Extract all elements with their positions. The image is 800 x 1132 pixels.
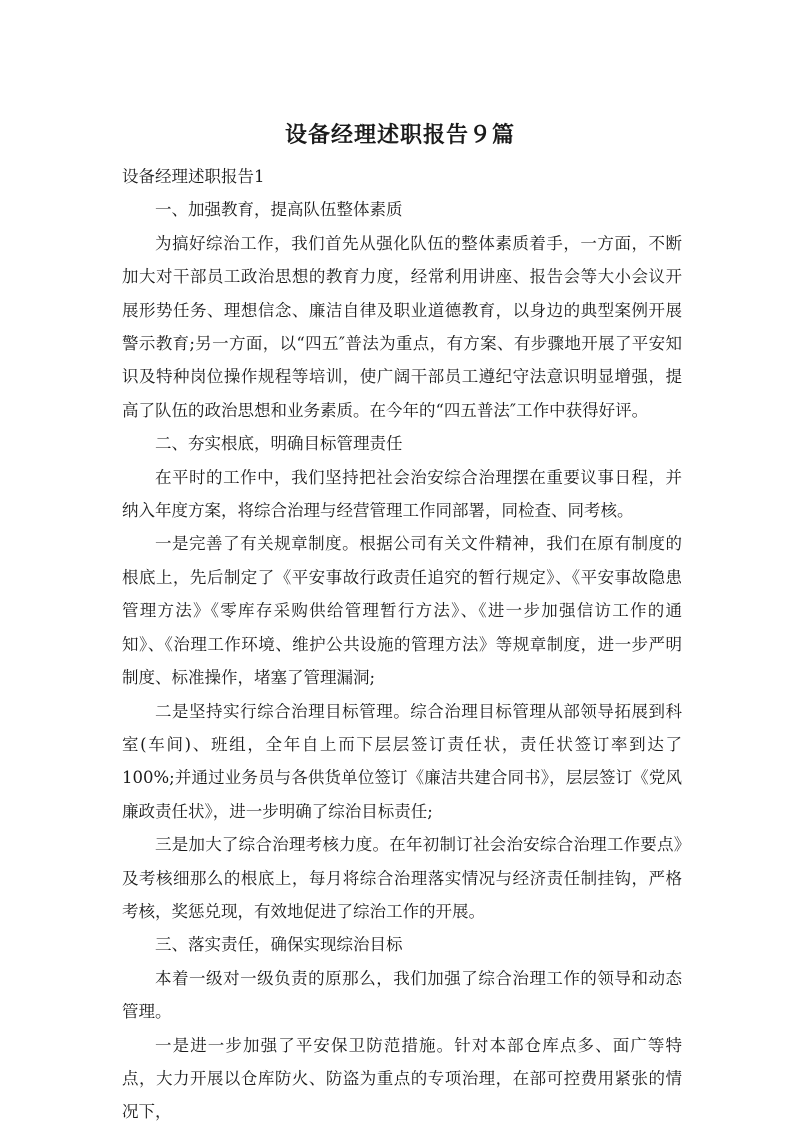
paragraph: 一是进一步加强了平安保卫防范措施。针对本部仓库点多、面广等特点，大力开展以仓库防火、防盗为重点的专项治理，在部可控费用紧张的情况下， (122, 1035, 682, 1122)
paragraph: 为搞好综治工作，我们首先从强化队伍的整体素质着手，一方面，不断加大对干部员工政治思想的教育力度，经常利用讲座、报告会等大小会议开展形势任务、理想信念、廉洁自律及职业道德教育，以身边的典型案例开展警示教育;另一方面，以“四五″普法为重点，有方案、有步骤地开展了平安知识及特种岗位操作规程等培训，使广阔干部员工遵纪守法意识明显增强，提高了队伍的政治思想和业务素质。在今年的“四五普法″工作中获得好评。 (122, 233, 682, 420)
paragraph: 二、夯实根底，明确目标管理责任 (155, 434, 403, 454)
paragraph: 三、落实责任，确保实现综治目标 (155, 935, 403, 955)
document-body (122, 160, 682, 1129)
paragraph: 二是坚持实行综合治理目标管理。综合治理目标管理从部领导拓展到科室(车间)、班组，全年自上而下层层签订责任状，责任状签订率到达了100%;并通过业务员与各供货单位签订《廉洁共建合同书》，层层签订《党风廉政责任状》，进一步明确了综治目标责任; (122, 701, 682, 821)
document-title: 设备经理述职报告９篇 (284, 123, 515, 148)
paragraph: 设备经理述职报告1 (122, 167, 265, 186)
paragraph: 一是完善了有关规章制度。根据公司有关文件精神，我们在原有制度的根底上，先后制定了《平安事故行政责任追究的暂行规定》、《平安事故隐患管理方法》《零库存采购供给管理暂行方法》、《进一步加强信访工作的通知》、《治理工作环境、维护公共设施的管理方法》等规章制度，进一步严明制度、标准操作，堵塞了管理漏洞; (122, 534, 682, 688)
paragraph: 在平时的工作中，我们坚持把社会治安综合治理摆在重要议事日程，并纳入年度方案，将综合治理与经营管理工作同部署，同检查、同考核。 (122, 467, 682, 521)
paragraph: 三是加大了综合治理考核力度。在年初制订社会治安综合治理工作要点》及考核细那么的根底上，每月将综合治理落实情况与经济责任制挂钩，严格考核，奖惩兑现，有效地促进了综治工作的开展。 (122, 835, 682, 921)
paragraph: 一、加强教育，提高队伍整体素质 (155, 200, 403, 220)
paragraph: 本着一级对一级负责的原那么，我们加强了综合治理工作的领导和动态管理。 (122, 968, 682, 1022)
